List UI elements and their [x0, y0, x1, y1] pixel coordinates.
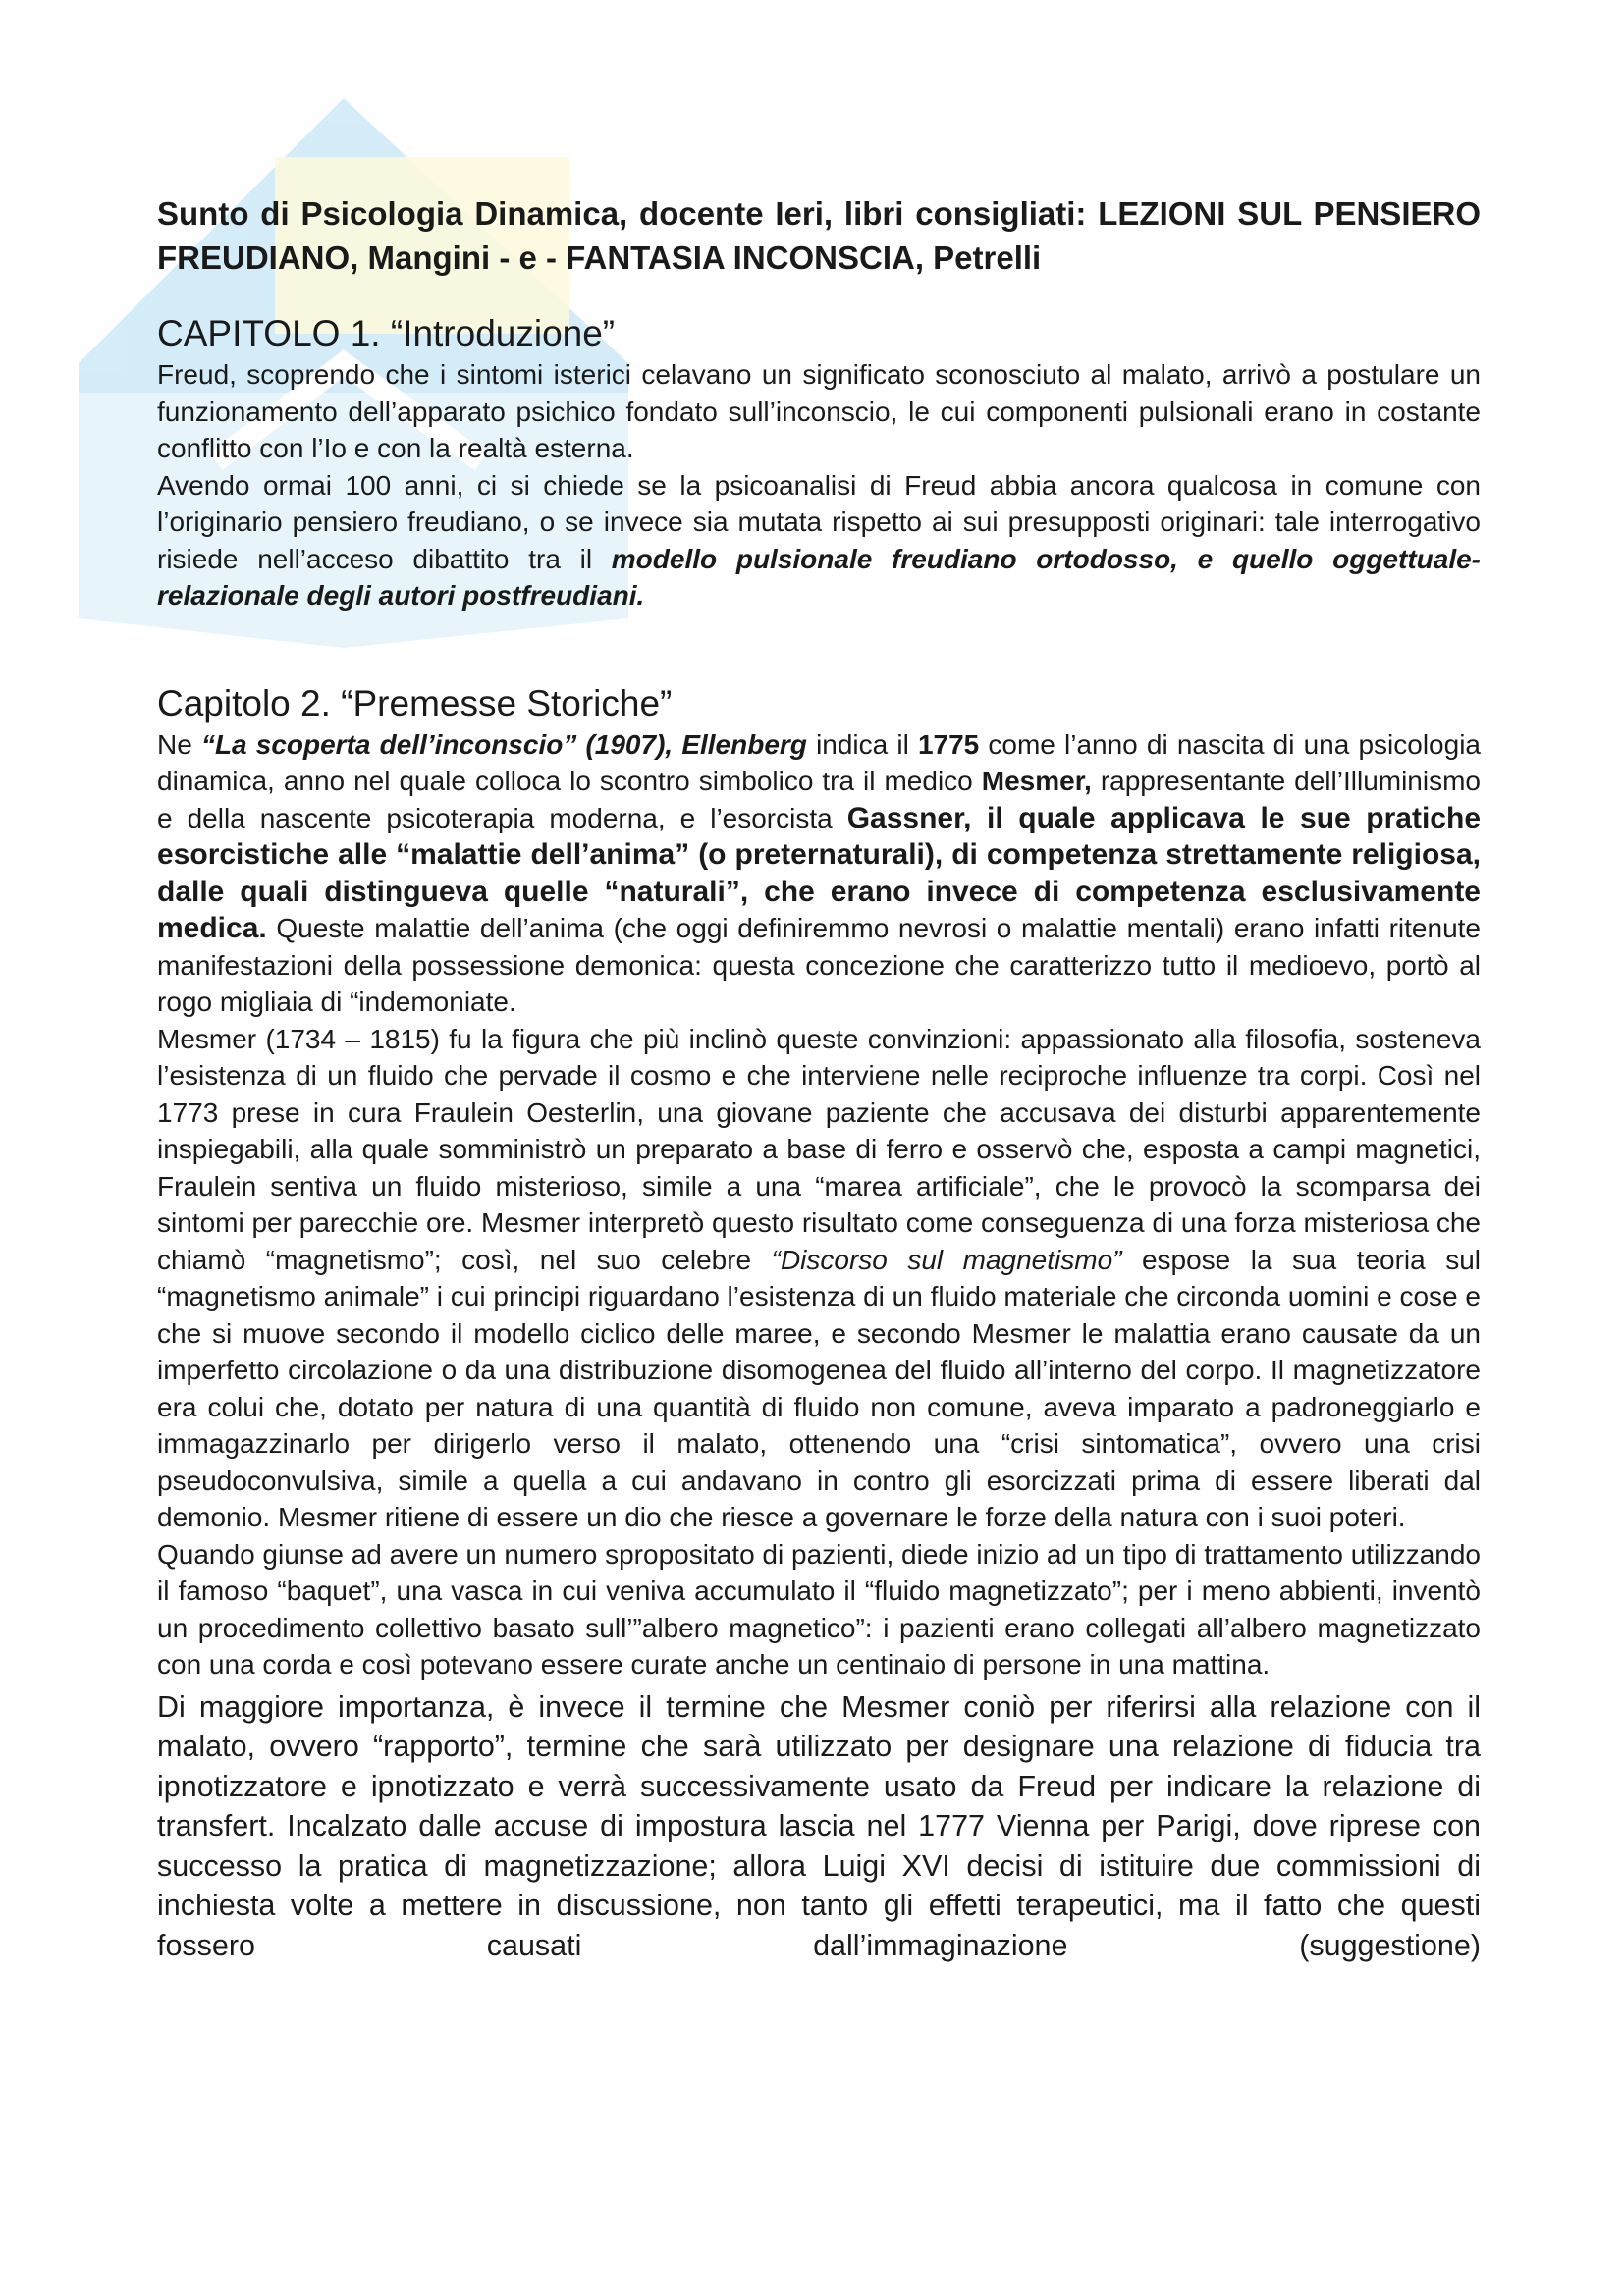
chapter2-paragraph-1	[157, 726, 1481, 1021]
ch2-p1-text-e: Queste malattie dell’anima (che oggi definiremmo nevrosi o malattie mentali) erano infatti ritenute manifestazioni della possessione demonica: questa concezione che caratterizzo tutto il medioevo, portò al rogo migliaia di “indemoniate.	[157, 913, 1481, 1017]
ch2-p2-text-a: Mesmer (1734 – 1815) fu la figura che più inclinò queste convinzioni: appassionato alla filosofia, sosteneva l’esistenza di un fluido che pervade il cosmo e che interviene nelle reciproche influenze tra corpi. Così nel 1773 prese in cura Fraulein Oesterlin, una giovane paziente che accusava dei disturbi apparentemente inspiegabili, alla quale somministrò un preparato a base di ferro e osservò che, esposta a campi magnetici, Fraulein sentiva un fluido misterioso, simile a una “marea artificiale”, che le provocò la scomparsa dei sintomi per parecchie ore. Mesmer interpretò questo risultato come conseguenza di una forza misteriosa che chiamò “magnetismo”; così, nel suo celebre	[157, 1023, 1481, 1275]
ch2-p1-text-a: Ne	[157, 728, 201, 760]
ch2-p1-text-d: rappresentante dell’Illuminismo e della nascente psicoterapia moderna, e l’esorcista	[157, 766, 1481, 833]
chapter1-paragraph-2	[157, 467, 1481, 614]
chapter1-p2-emphasis: modello pulsionale freudiano ortodosso, e quello oggettuale-relazionale degli autori postfreudiani.	[157, 543, 1481, 611]
chapter1-heading: CAPITOLO 1. “Introduzione”	[157, 313, 616, 353]
ch2-p2-text-b: espose la sua teoria sul “magnetismo animale” i cui principi riguardano l’esistenza di un fluido materiale che circonda uomini e cose e che si muove secondo il modello ciclico delle maree, e secondo Mesmer le malattia erano causate da un imperfetto circolazione o da una distribuzione disomogenea del fluido all’interno del corpo. Il magnetizzatore era colui che, dotato per natura di una quantità di fluido non comune, aveva imparato a padroneggiarlo e immagazzinarlo per dirigerlo verso il malato, ottenendo una “crisi sintomatica”, ovvero una crisi pseudoconvulsiva, simile a quella a cui andavano in contro gli esorcizzati prima di essere liberati dal demonio. Mesmer ritiene di essere un dio che riesce a governare le forze della natura con i suoi poteri.	[157, 1244, 1481, 1532]
chapter2-paragraph-4: Di maggiore importanza, è invece il termine che Mesmer coniò per riferirsi alla relazione con il malato, ovvero “rapporto”, termine che sarà utilizzato per designare una relazione di fiducia tra ipnotizzatore e ipnotizzato e verrà successivamente usato da Freud per indicare la relazione di transfert. Incalzato dalle accuse di impostura lascia nel 1777 Vienna per Parigi, dove riprese con successo la pratica di magnetizzazione; allora Luigi XVI decisi di istituire due commissioni di inchiesta volte a mettere in discussione, non tanto gli effetti terapeutici, ma il fatto che questi fossero causati dall’immaginazione (suggestione)	[157, 1689, 1481, 1962]
ch2-p1-mesmer: Mesmer,	[981, 766, 1092, 796]
ch2-p1-year: 1775	[917, 728, 980, 760]
chapter1-paragraph-1: Freud, scoprendo che i sintomi isterici celavano un significato sconosciuto al malato, arrivò a postulare un funzionamento dell’apparato psichico fondato sull’inconscio, le cui componenti pulsionali erano in costante conflitto con l’Io e con la realtà esterna.	[157, 359, 1481, 463]
chapter2-paragraph-2	[157, 1021, 1481, 1536]
document-title: Sunto di Psicologia Dinamica, docente Ieri, libri consigliati: LEZIONI SUL PENSIERO FREUDIANO, Mangini - e - FANTASIA INCONSCIA, Petrelli	[157, 195, 1481, 276]
ch2-p2-discorso-title: “Discorso sul magnetismo”	[771, 1244, 1122, 1275]
ch2-p1-text-c: come l’anno di nascita di una psicologia dinamica, anno nel quale colloca lo scontro simbolico tra il medico	[157, 728, 1481, 796]
document-page	[157, 191, 1481, 1965]
chapter2-heading: Capitolo 2. “Premesse Storiche”	[157, 682, 673, 723]
ch2-p1-text-b: indica il	[806, 728, 918, 760]
ch2-p1-book-citation: “La scoperta dell’inconscio” (1907), Ellenberg	[200, 728, 807, 760]
chapter2-paragraph-3: Quando giunse ad avere un numero spropositato di pazienti, diede inizio ad un tipo di trattamento utilizzando il famoso “baquet”, una vasca in cui veniva accumulato il “fluido magnetizzato”; per i meno abbienti, inventò un procedimento collettivo basato sull’”albero magnetico”: i pazienti erano collegati all’albero magnetizzato con una corda e così potevano essere curate anche un centinaio di persone in una mattina.	[157, 1538, 1481, 1680]
chapter1-p2-lead: Avendo ormai 100 anni, ci si chiede se la psicoanalisi di Freud abbia ancora qualcosa in comune con l’originario pensiero freudiano, o se invece sia mutata rispetto ai sui presupposti originari: tale interrogativo risiede nell’acceso dibattito tra il	[157, 469, 1481, 574]
ch2-p1-gassner-emphasis: Gassner, il quale applicava le sue pratiche esorcistiche alle “malattie dell’anima” (o preternaturali), di competenza strettamente religiosa, dalle quali distingueva quelle “naturali”, che erano invece di competenza esclusivamente medica.	[157, 801, 1482, 944]
